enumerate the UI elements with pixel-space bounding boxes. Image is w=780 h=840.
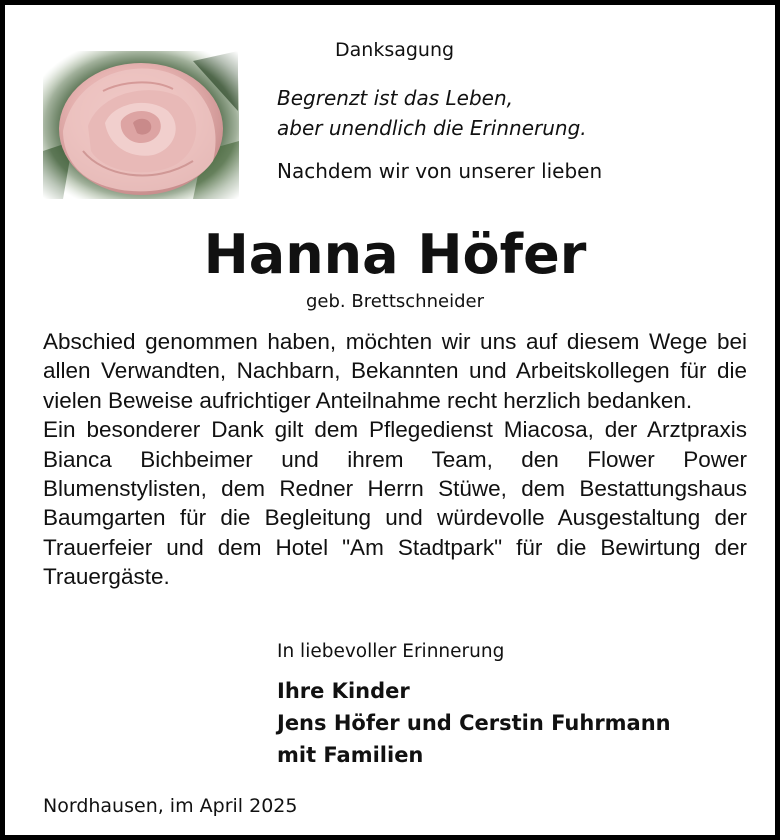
signature-block (277, 675, 671, 771)
paragraph: Abschied genommen haben, möchten wir uns auf diesem Wege bei allen Verwandten, Nachbarn, Bekannten und Arbeitskollegen für die vielen Beweise aufrichtiger Anteilnahme recht herzlich bedanken. (43, 329, 747, 413)
place-date: Nordhausen, im April 2025 (43, 795, 298, 817)
deceased-name: Hanna Höfer (203, 223, 587, 286)
rose-image (43, 51, 239, 199)
notice-heading: Danksagung (335, 39, 455, 61)
closing-phrase: In liebevoller Erinnerung (277, 641, 505, 662)
quote-line: Begrenzt ist das Leben, (277, 86, 514, 110)
signature-line: mit Familien (277, 743, 424, 767)
quote (277, 83, 587, 143)
birth-name: geb. Brettschneider (306, 291, 484, 312)
signature-line: Jens Höfer und Cerstin Fuhrmann (277, 711, 671, 735)
intro-text: Nachdem wir von unserer lieben (277, 159, 603, 183)
signature-line: Ihre Kinder (277, 679, 410, 703)
quote-line: aber unendlich die Erinnerung. (277, 116, 587, 140)
thank-you-text (43, 327, 747, 592)
paragraph: Ein besonderer Dank gilt dem Pflegedienst Miacosa, der Arztpraxis Bianca Bichbeimer und ihrem Team, den Flower Power Blumenstylisten, dem Redner Herrn Stüwe, dem Bestattungshaus Baumgarten für die Begleitung und würdevolle Ausgestaltung der Trauerfeier und dem Hotel "Am Stadtpark" für die Bewirtung der Trauergäste. (43, 417, 747, 590)
